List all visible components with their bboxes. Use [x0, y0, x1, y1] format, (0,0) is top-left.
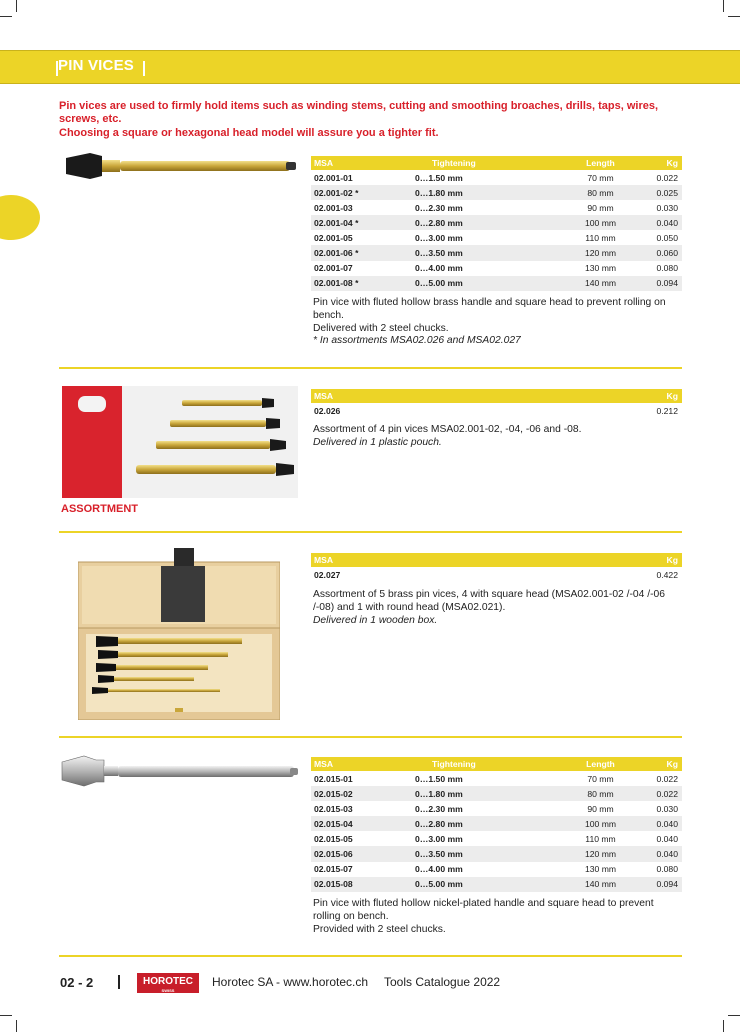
section-banner [0, 50, 740, 84]
table-row [311, 185, 682, 200]
section-divider [59, 367, 682, 369]
intro-line: Pin vices are used to firmly hold items such as winding stems, cutting and smoothing broaches, drills, taps, wires, screws, etc. [59, 100, 659, 126]
table-row [311, 215, 682, 230]
msa-cell: 02.001-04 * [311, 215, 412, 230]
description-line: Pin vice with fluted hollow nickel-plated handle and square head to prevent rolling on bench. [313, 898, 654, 922]
msa-cell: 02.001-08 * [311, 276, 412, 291]
description-line: Provided with 2 steel chucks. [313, 923, 446, 935]
col-header-msa: MSA [311, 156, 412, 170]
msa-cell: 02.015-07 [314, 864, 353, 875]
product-description [313, 589, 683, 627]
col-header-tightening: Tightening [412, 757, 555, 771]
table-row [311, 862, 682, 877]
nickel-pin-vice-image [60, 752, 300, 792]
length-cell: 110 mm [585, 833, 616, 844]
description-line: Assortment of 5 brass pin vices, 4 with square head (MSA02.001-02 /-04 /-06 /-08) and 1 with round head (MSA02.021). [313, 589, 665, 613]
brass-pin-vice-image [60, 150, 300, 182]
length-cell: 130 mm [584, 263, 617, 274]
kg-cell: 0.080 [656, 864, 678, 875]
msa-cell: 02.027 [314, 569, 341, 580]
tightening-cell: 0…2.80 mm [412, 215, 555, 230]
msa-cell: 02.015-03 [314, 803, 353, 814]
tightening-cell: 0…1.50 mm [415, 773, 463, 784]
page-title: PIN VICES [58, 57, 134, 74]
logo-text: HOROTEC [143, 976, 193, 987]
section-divider [59, 955, 682, 957]
tightening-cell: 0…1.80 mm [412, 786, 555, 801]
product-description [313, 424, 683, 450]
crop-mark [723, 0, 724, 12]
table-row [311, 200, 682, 215]
msa-cell: 02.015-04 [311, 816, 412, 831]
description-line: Delivered with 2 steel chucks. [313, 322, 449, 334]
catalogue-title: Tools Catalogue 2022 [384, 975, 501, 989]
section-divider [59, 531, 682, 533]
table-row [311, 771, 682, 786]
plastic-pouch-assortment-image [62, 386, 298, 498]
kg-cell: 0.040 [646, 215, 682, 230]
tightening-cell: 0…3.50 mm [412, 245, 555, 260]
table-row [311, 261, 682, 276]
kg-cell: 0.094 [646, 276, 682, 291]
table-header-row [311, 553, 682, 567]
kg-cell: 0.080 [656, 263, 678, 274]
length-cell: 80 mm [555, 185, 646, 200]
length-cell: 140 mm [555, 877, 646, 892]
col-header-kg: Kg [646, 757, 682, 771]
intro-text [59, 100, 679, 140]
table-row [311, 230, 682, 245]
crop-mark [723, 1020, 724, 1032]
col-header-msa: MSA [311, 553, 412, 567]
length-cell: 70 mm [587, 773, 614, 784]
tightening-cell: 0…2.30 mm [415, 803, 463, 814]
length-cell: 140 mm [555, 276, 646, 291]
assortment-note: * In assortments MSA02.026 and MSA02.027 [313, 335, 521, 347]
tightening-cell: 0…4.00 mm [415, 864, 463, 875]
tightening-cell: 0…2.30 mm [415, 202, 463, 213]
col-header-kg: Kg [412, 553, 682, 567]
table-header-row [311, 389, 682, 403]
msa-cell: 02.001-03 [314, 202, 353, 213]
kg-cell: 0.025 [646, 185, 682, 200]
table-row [311, 245, 682, 260]
kg-cell: 0.422 [656, 569, 678, 580]
table-row [311, 831, 682, 846]
kg-cell: 0.022 [656, 773, 678, 784]
tightening-cell: 0…4.00 mm [415, 263, 463, 274]
kg-cell: 0.094 [646, 877, 682, 892]
length-cell: 90 mm [587, 803, 614, 814]
table-row [311, 403, 682, 418]
product-description [313, 898, 683, 936]
packaging-note: Delivered in 1 wooden box. [313, 614, 438, 626]
kg-cell: 0.040 [646, 846, 682, 861]
page-number: 02 - 2 [60, 975, 94, 990]
crop-mark [0, 1015, 12, 1016]
kg-cell: 0.040 [646, 816, 682, 831]
msa-cell: 02.001-06 * [311, 245, 412, 260]
table-row [311, 276, 682, 291]
kg-cell: 0.030 [656, 202, 678, 213]
side-tab-marker [0, 195, 40, 240]
length-cell: 90 mm [587, 202, 614, 213]
product-description [313, 297, 683, 348]
length-cell: 100 mm [555, 816, 646, 831]
tightening-cell: 0…2.80 mm [412, 816, 555, 831]
length-cell: 80 mm [555, 786, 646, 801]
length-cell: 130 mm [584, 864, 617, 875]
col-header-msa: MSA [311, 389, 412, 403]
packaging-note: Delivered in 1 plastic pouch. [313, 436, 442, 448]
col-header-kg: Kg [646, 156, 682, 170]
spec-table-02001 [311, 156, 682, 291]
msa-cell: 02.001-05 [314, 232, 353, 243]
tightening-cell: 0…1.50 mm [415, 172, 463, 183]
table-row [311, 567, 682, 582]
table-row [311, 846, 682, 861]
table-header-row [311, 757, 682, 771]
tightening-cell: 0…5.00 mm [412, 877, 555, 892]
spec-table-02015 [311, 757, 682, 892]
col-header-kg: Kg [412, 389, 682, 403]
kg-cell: 0.060 [646, 245, 682, 260]
table-row [311, 786, 682, 801]
table-row [311, 877, 682, 892]
tightening-cell: 0…3.00 mm [415, 232, 463, 243]
msa-cell: 02.001-07 [314, 263, 353, 274]
msa-cell: 02.015-06 [311, 846, 412, 861]
spec-table-02027 [311, 553, 682, 582]
msa-cell: 02.001-01 [314, 172, 353, 183]
kg-cell: 0.022 [656, 172, 678, 183]
length-cell: 70 mm [587, 172, 614, 183]
length-cell: 120 mm [555, 846, 646, 861]
tightening-cell: 0…5.00 mm [412, 276, 555, 291]
col-header-length: Length [555, 757, 646, 771]
crop-mark [16, 1020, 17, 1032]
assortment-label: ASSORTMENT [61, 503, 138, 515]
msa-cell: 02.001-02 * [311, 185, 412, 200]
horotec-logo [137, 973, 199, 993]
company-info: Horotec SA - www.horotec.ch [212, 975, 369, 989]
tightening-cell: 0…1.80 mm [412, 185, 555, 200]
wooden-box-assortment-image [78, 548, 280, 720]
length-cell: 110 mm [585, 232, 616, 243]
table-row [311, 170, 682, 185]
kg-cell: 0.022 [646, 786, 682, 801]
length-cell: 120 mm [555, 245, 646, 260]
col-header-length: Length [555, 156, 646, 170]
footer-divider [118, 975, 120, 989]
description-line: Pin vice with fluted hollow brass handle and square head to prevent rolling on bench. [313, 297, 666, 321]
tightening-cell: 0…3.50 mm [412, 846, 555, 861]
logo-subtext: SWISS [161, 988, 175, 993]
length-cell: 100 mm [555, 215, 646, 230]
crop-mark [0, 16, 12, 17]
intro-line: Choosing a square or hexagonal head model will assure you a tighter fit. [59, 126, 439, 139]
table-header-row [311, 156, 682, 170]
col-header-msa: MSA [311, 757, 412, 771]
table-row [311, 816, 682, 831]
msa-cell: 02.015-02 [311, 786, 412, 801]
table-row [311, 801, 682, 816]
msa-cell: 02.026 [314, 405, 341, 416]
kg-cell: 0.030 [656, 803, 678, 814]
msa-cell: 02.015-08 [311, 877, 412, 892]
banner-divider [143, 61, 145, 76]
crop-mark [728, 1015, 740, 1016]
msa-cell: 02.015-05 [314, 833, 353, 844]
msa-cell: 02.015-01 [314, 773, 353, 784]
crop-mark [16, 0, 17, 12]
crop-mark [728, 16, 740, 17]
section-divider [59, 736, 682, 738]
spec-table-02026 [311, 389, 682, 418]
description-line: Assortment of 4 pin vices MSA02.001-02, -04, -06 and -08. [313, 424, 582, 435]
kg-cell: 0.050 [656, 232, 678, 243]
col-header-tightening: Tightening [412, 156, 555, 170]
tightening-cell: 0…3.00 mm [415, 833, 463, 844]
kg-cell: 0.040 [656, 833, 678, 844]
kg-cell: 0.212 [656, 405, 678, 416]
